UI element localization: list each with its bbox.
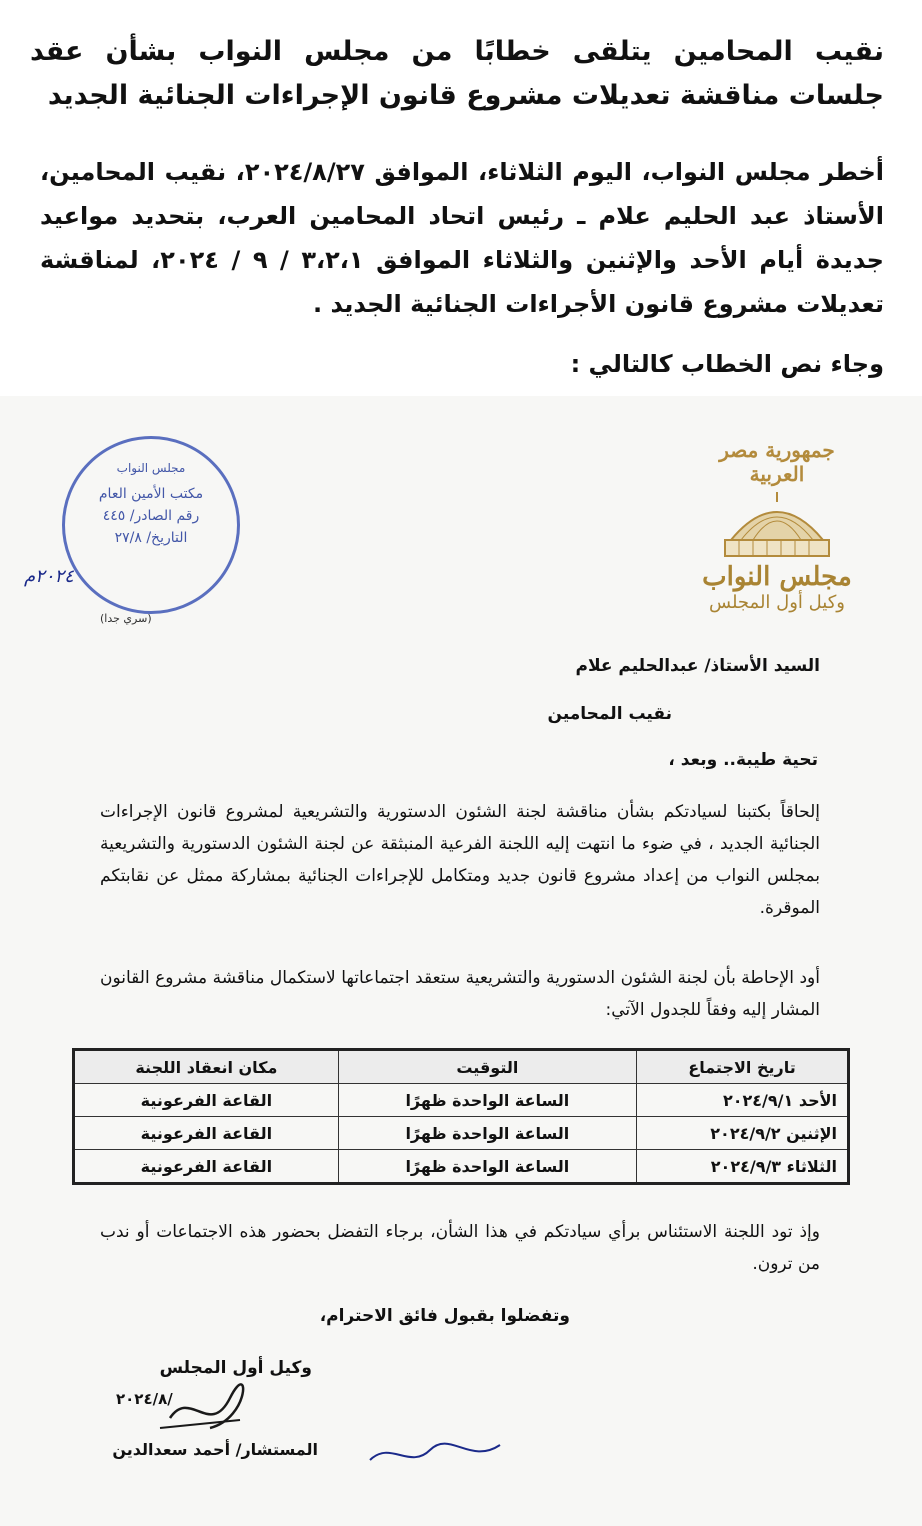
cell-location: القاعة الفرعونية [74, 1117, 339, 1150]
header-time: التوقيت [338, 1050, 636, 1084]
letter-paragraph-2: أود الإحاطة بأن لجنة الشئون الدستورية والتشريعية ستعقد اجتماعاتها لاستكمال مناقشة مشروع القانون المشار إليه وفقاً للجدول الآتي: [100, 968, 820, 1020]
stamp-line-2: مكتب الأمين العام [98, 486, 204, 502]
article-intro: أخطر مجلس النواب، اليوم الثلاثاء، الموافق ٢٠٢٤/٨/٢٧، نقيب المحامين، الأستاذ عبد الحليم علام ـ رئيس اتحاد المحامين العرب، بتحديد مواعيد جديدة أيام الأحد والإثنين والثلاثاء الموافق ٣،٢،١ / ٩ / ٢٠٢٤، لمناقشة تعديلات مشروع قانون الأجراءات الجنائية الجديد . [40, 158, 884, 318]
letter-date: /٢٠٢٤/٨ [116, 1390, 173, 1408]
cell-date: الإثنين ٢٠٢٤/٩/٢ [637, 1117, 849, 1150]
letter-recipient: السيد الأستاذ/ عبدالحليم علام [575, 656, 820, 676]
article-intro-end: وجاء نص الخطاب كالتالي : [570, 350, 884, 378]
stamp-line-1: مجلس النواب [116, 461, 186, 475]
cell-date: الثلاثاء ٢٠٢٤/٩/٣ [637, 1150, 849, 1184]
parliament-emblem [692, 438, 862, 638]
table-row [74, 1117, 849, 1150]
meeting-schedule-table [72, 1048, 850, 1185]
signer-title: وكيل أول المجلس [159, 1358, 312, 1378]
stamp-line-4: التاريخ/ ٢٧/٨ [114, 530, 188, 546]
header-date: تاريخ الاجتماع [637, 1050, 849, 1084]
signature-mark [150, 1378, 260, 1442]
article-headline: نقيب المحامين يتلقى خطابًا من مجلس النواب بشأن عقد جلسات مناقشة تعديلات مشروع قانون الإجراءات الجنائية الجديد [30, 36, 884, 111]
table-header-row [74, 1050, 849, 1084]
republic-label: جمهورية مصر العربية [719, 438, 835, 486]
letter-paragraph-1: إلحاقاً بكتبنا لسيادتكم بشأن مناقشة لجنة الشئون الدستورية والتشريعية لمشروع قانون الإجراءات الجنائية الجديد ، في ضوء ما انتهت إليه اللجنة الفرعية المنبثقة عن لجنة الشئون الدستورية والتشريعية بمجلس النواب من إعداد مشروع قانون جديد ومتكامل للإجراءات الجنائية بمشاركة ممثل عن نقابتكم الموقرة. [100, 802, 820, 918]
letter-recipient-title: نقيب المحامين [547, 704, 672, 724]
secretary-stamp [62, 436, 240, 614]
letter-paragraph-3: وإذ تود اللجنة الاستئناس برأي سيادتكم في هذا الشأن، برجاء التفضل بحضور هذه الاجتماعات أو ندب من ترون. [100, 1222, 820, 1274]
dome-icon [717, 490, 837, 560]
deputy-office-label: وكيل أول المجلس [709, 592, 845, 613]
cell-time: الساعة الواحدة ظهرًا [338, 1084, 636, 1117]
letter-closing: وتفضلوا بقبول فائق الاحترام، [319, 1306, 570, 1326]
letter-greeting: تحية طيبة.. وبعد ، [668, 750, 818, 770]
header-location: مكان انعقاد اللجنة [74, 1050, 339, 1084]
table-row [74, 1084, 849, 1117]
cell-date: الأحد ٢٠٢٤/٩/١ [637, 1084, 849, 1117]
article-section [0, 0, 922, 396]
cell-time: الساعة الواحدة ظهرًا [338, 1117, 636, 1150]
stamp-line-3: رقم الصادر/ ٤٤٥ [102, 508, 200, 524]
cell-location: القاعة الفرعونية [74, 1084, 339, 1117]
table-row [74, 1150, 849, 1184]
signer-name: المستشار/ أحمد سعدالدين [112, 1440, 318, 1459]
cell-location: القاعة الفرعونية [74, 1150, 339, 1184]
stamp-note: (سري جدا) [100, 612, 152, 625]
cell-time: الساعة الواحدة ظهرًا [338, 1150, 636, 1184]
stamp-handwritten-year: ٢٠٢٤م [24, 566, 74, 587]
parliament-label: مجلس النواب [702, 562, 852, 592]
secondary-signature-mark [360, 1430, 510, 1484]
